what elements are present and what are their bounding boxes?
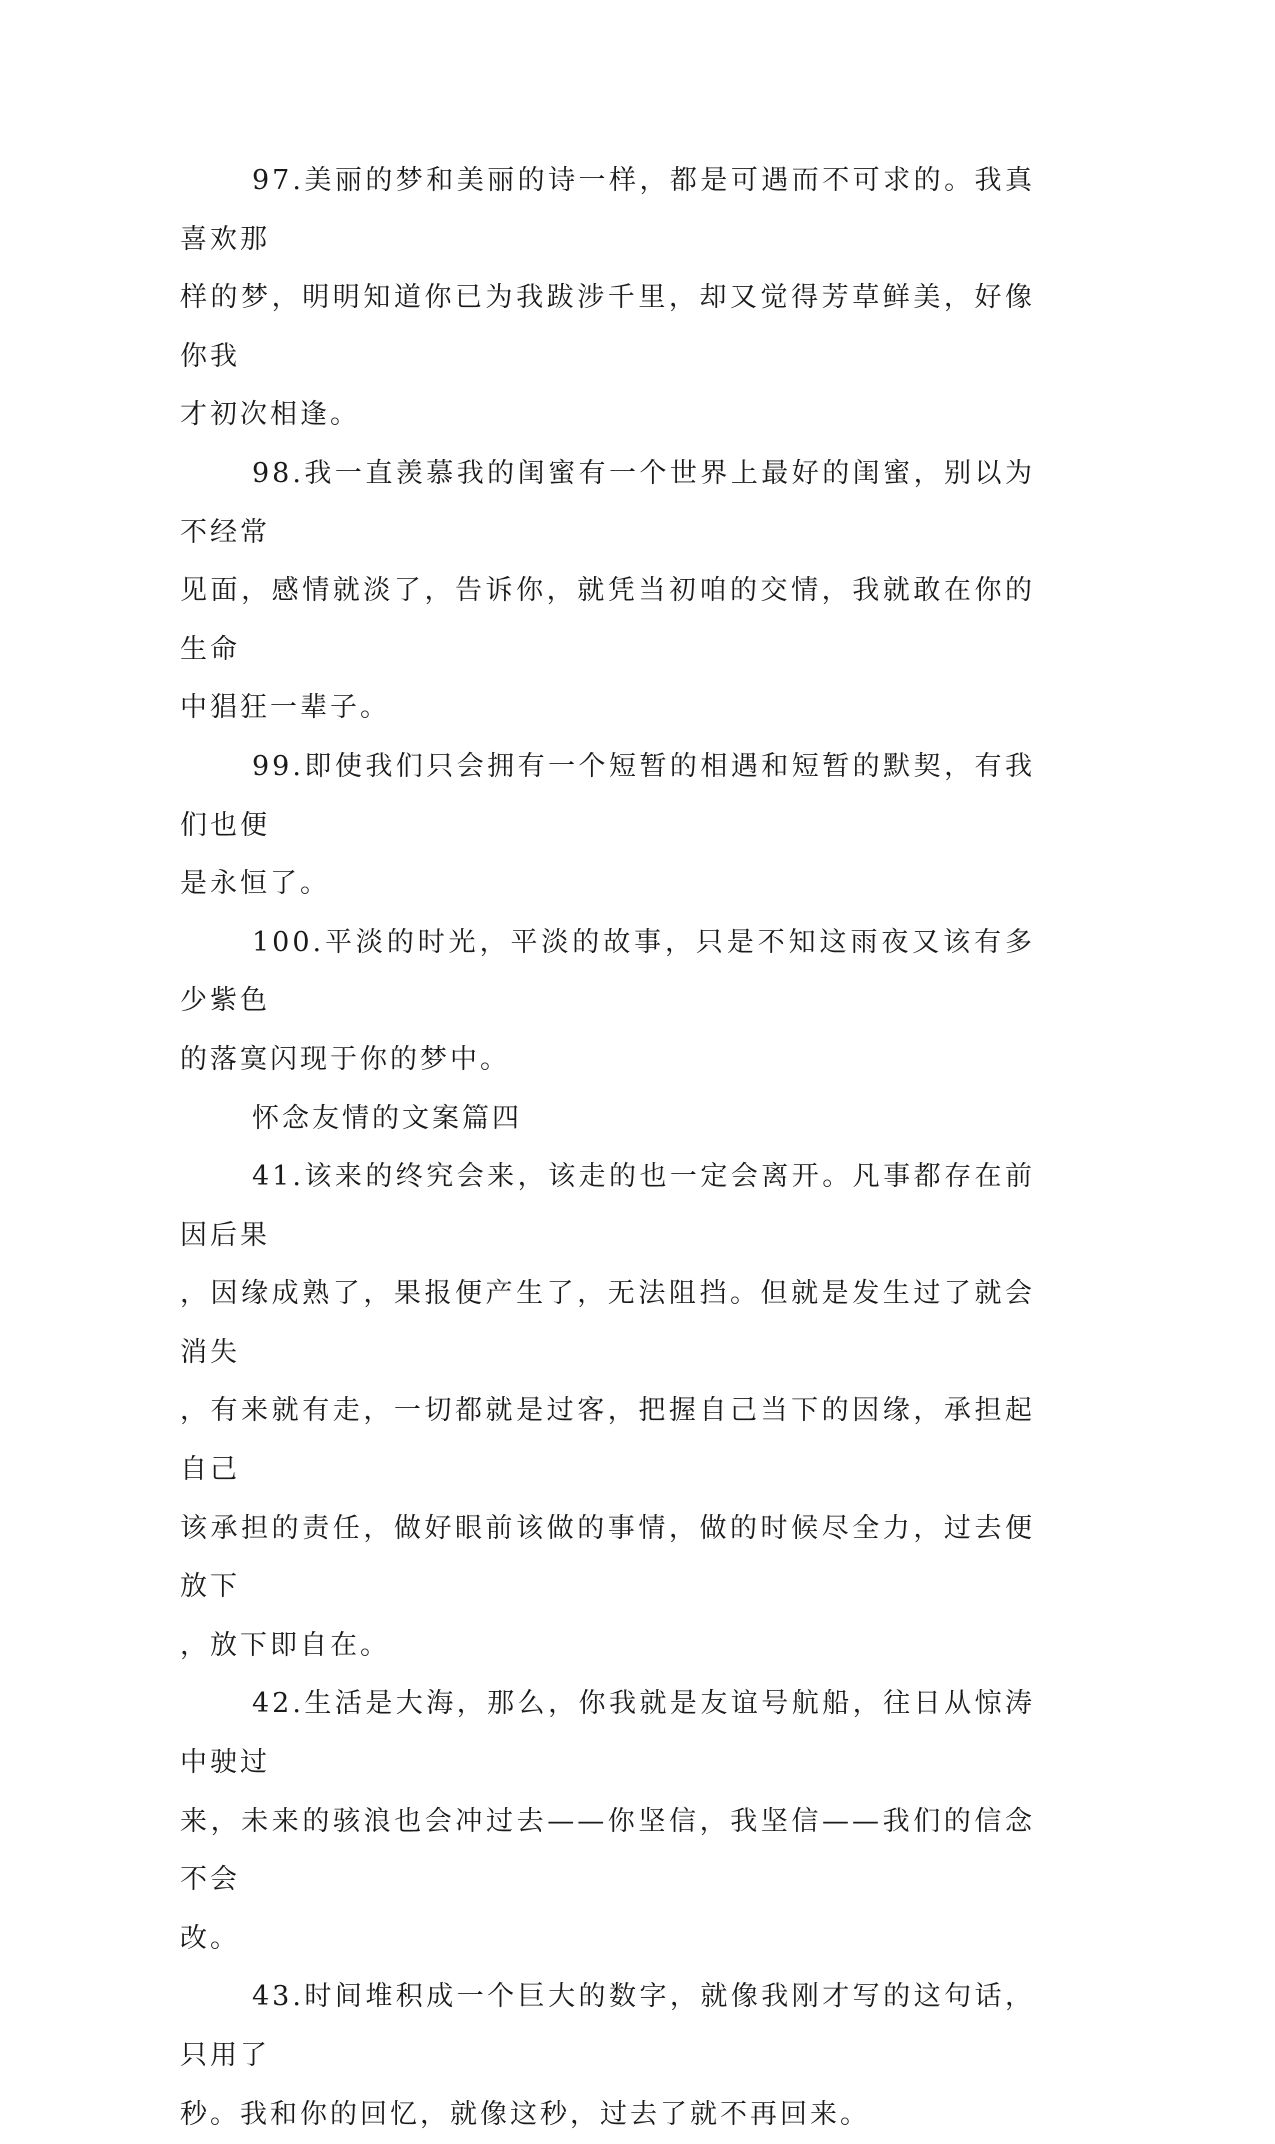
paragraph-98: 98.我一直羡慕我的闺蜜有一个世界上最好的闺蜜，别以为不经常 见面，感情就淡了，告诉你，就凭当初咱的交情，我就敢在你的生命 中猖狂一辈子。: [180, 457, 1035, 724]
paragraph-42: 42.生活是大海，那么，你我就是友谊号航船，往日从惊涛中驶过 来，未来的骇浪也会冲过去——你坚信，我坚信——我们的信念不会 改。: [180, 1688, 1035, 1954]
paragraph-100: 100.平淡的时光，平淡的故事，只是不知这雨夜又该有多少紫色 的落寞闪现于你的梦中。: [180, 926, 1035, 1075]
document-body: [180, 152, 1035, 2144]
section-heading: 怀念友情的文案篇四: [252, 1102, 522, 1134]
paragraph-97: 97.美丽的梦和美丽的诗一样，都是可遇而不可求的。我真喜欢那 样的梦，明明知道你已为我跋涉千里，却又觉得芳草鲜美，好像你我 才初次相逢。: [180, 165, 1035, 431]
paragraph-43: 43.时间堆积成一个巨大的数字，就像我刚才写的这句话，只用了 秒。我和你的回忆，就像这秒，过去了就不再回来。: [180, 1981, 1035, 2130]
paragraph-99: 99.即使我们只会拥有一个短暂的相遇和短暂的默契，有我们也便 是永恒了。: [180, 750, 1035, 900]
paragraph-41: 41.该来的终究会来，该走的也一定会离开。凡事都存在前因后果 ，因缘成熟了，果报便产生了，无法阻挡。但就是发生过了就会消失 ，有来就有走，一切都就是过客，把握自己当下的因缘，承担起自己 该承担的责任，做好眼前该做的事情，做的时候尽全力，过去便放下 ，放下即自在。: [180, 1161, 1035, 1661]
